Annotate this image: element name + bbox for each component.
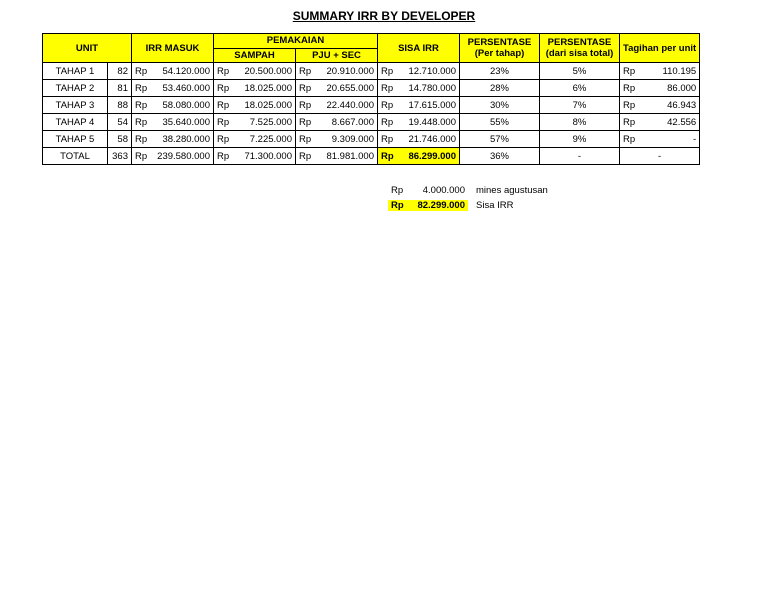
money-cell bbox=[378, 131, 460, 148]
currency-label: Rp bbox=[391, 185, 404, 196]
amount-value: 42.556 bbox=[667, 116, 697, 128]
money-cell bbox=[378, 114, 460, 131]
row-name-cell: TAHAP 4 bbox=[43, 114, 108, 131]
header-persentase-tahap bbox=[460, 34, 540, 63]
unit-count-cell: 82 bbox=[108, 63, 132, 80]
table-row bbox=[43, 80, 700, 97]
row-name-cell: TAHAP 2 bbox=[43, 80, 108, 97]
money-cell bbox=[132, 148, 214, 165]
amount-value: 58.080.000 bbox=[162, 99, 210, 111]
currency-label: Rp bbox=[381, 150, 394, 162]
currency-label: Rp bbox=[135, 116, 148, 128]
money-cell bbox=[214, 63, 296, 80]
note-amount-value: 82.299.000 bbox=[417, 200, 465, 211]
amount-value: - bbox=[693, 133, 697, 145]
total-row bbox=[43, 148, 700, 165]
amount-value: 14.780.000 bbox=[408, 82, 456, 94]
header-pju-sec: PJU + SEC bbox=[296, 48, 378, 63]
amount-value: 18.025.000 bbox=[244, 82, 292, 94]
table-row bbox=[43, 131, 700, 148]
pct-total-cell: - bbox=[540, 148, 620, 165]
amount-value: 71.300.000 bbox=[244, 150, 292, 162]
amount-value: 7.525.000 bbox=[249, 116, 292, 128]
unit-count-cell: 363 bbox=[108, 148, 132, 165]
table-row bbox=[43, 114, 700, 131]
pct-total-cell: 6% bbox=[540, 80, 620, 97]
amount-value: 239.580.000 bbox=[157, 150, 210, 162]
money-cell bbox=[132, 114, 214, 131]
amount-value: 9.309.000 bbox=[331, 133, 374, 145]
currency-label: Rp bbox=[135, 99, 148, 111]
tagihan-cell: - bbox=[620, 148, 700, 165]
money-cell bbox=[132, 63, 214, 80]
table-row bbox=[43, 97, 700, 114]
notes-block bbox=[388, 183, 548, 213]
pct-tahap-cell: 36% bbox=[460, 148, 540, 165]
money-cell bbox=[214, 97, 296, 114]
currency-label: Rp bbox=[217, 116, 230, 128]
row-name-cell: TAHAP 1 bbox=[43, 63, 108, 80]
money-cell bbox=[620, 63, 700, 80]
unit-count-cell: 54 bbox=[108, 114, 132, 131]
money-cell bbox=[214, 131, 296, 148]
amount-value: 46.943 bbox=[667, 99, 697, 111]
currency-label: Rp bbox=[217, 99, 230, 111]
amount-value: 22.440.000 bbox=[326, 99, 374, 111]
row-name-cell: TAHAP 5 bbox=[43, 131, 108, 148]
pct-tahap-cell: 30% bbox=[460, 97, 540, 114]
irr-summary-table bbox=[42, 33, 700, 165]
note-row-sisa-irr bbox=[388, 198, 548, 213]
header-persentase-tahap-label: PERSENTASE bbox=[467, 37, 532, 48]
table-row bbox=[43, 63, 700, 80]
money-cell bbox=[378, 80, 460, 97]
header-persentase-total bbox=[540, 34, 620, 63]
header-persentase-total-label: PERSENTASE bbox=[547, 37, 612, 48]
money-cell bbox=[620, 131, 700, 148]
header-persentase-tahap-sub: (Per tahap) bbox=[474, 48, 525, 59]
unit-count-cell: 58 bbox=[108, 131, 132, 148]
currency-label: Rp bbox=[299, 116, 312, 128]
amount-value: 53.460.000 bbox=[162, 82, 210, 94]
amount-value: 54.120.000 bbox=[162, 65, 210, 77]
note-text: Sisa IRR bbox=[476, 200, 514, 211]
pct-tahap-cell: 28% bbox=[460, 80, 540, 97]
currency-label: Rp bbox=[623, 99, 636, 111]
currency-label: Rp bbox=[299, 65, 312, 77]
money-cell bbox=[620, 114, 700, 131]
money-cell bbox=[296, 80, 378, 97]
money-cell bbox=[132, 80, 214, 97]
amount-value: 20.655.000 bbox=[326, 82, 374, 94]
currency-label: Rp bbox=[381, 82, 394, 94]
currency-label: Rp bbox=[299, 133, 312, 145]
note-amount-highlighted bbox=[388, 200, 468, 211]
amount-value: 12.710.000 bbox=[408, 65, 456, 77]
pct-total-cell: 5% bbox=[540, 63, 620, 80]
currency-label: Rp bbox=[623, 82, 636, 94]
money-cell bbox=[296, 131, 378, 148]
amount-value: 20.910.000 bbox=[326, 65, 374, 77]
amount-value: 86.299.000 bbox=[408, 150, 456, 162]
money-cell bbox=[296, 97, 378, 114]
currency-label: Rp bbox=[381, 65, 394, 77]
amount-value: 86.000 bbox=[667, 82, 697, 94]
currency-label: Rp bbox=[299, 150, 312, 162]
amount-value: 17.615.000 bbox=[408, 99, 456, 111]
sheet-title: SUMMARY IRR BY DEVELOPER bbox=[292, 9, 476, 23]
unit-count-cell: 81 bbox=[108, 80, 132, 97]
money-cell bbox=[296, 148, 378, 165]
amount-value: 35.640.000 bbox=[162, 116, 210, 128]
amount-value: 21.746.000 bbox=[408, 133, 456, 145]
currency-label: Rp bbox=[381, 116, 394, 128]
header-sisa-irr: SISA IRR bbox=[378, 34, 460, 63]
money-cell bbox=[620, 80, 700, 97]
currency-label: Rp bbox=[135, 133, 148, 145]
pct-total-cell: 8% bbox=[540, 114, 620, 131]
money-cell bbox=[296, 114, 378, 131]
currency-label: Rp bbox=[623, 116, 636, 128]
currency-label: Rp bbox=[623, 133, 636, 145]
money-cell bbox=[378, 63, 460, 80]
amount-value: 18.025.000 bbox=[244, 99, 292, 111]
note-amount-value: 4.000.000 bbox=[422, 185, 465, 196]
money-cell bbox=[378, 148, 460, 165]
currency-label: Rp bbox=[623, 65, 636, 77]
currency-label: Rp bbox=[391, 200, 404, 211]
amount-value: 20.500.000 bbox=[244, 65, 292, 77]
note-text: mines agustusan bbox=[476, 185, 548, 196]
currency-label: Rp bbox=[135, 150, 148, 162]
amount-value: 81.981.000 bbox=[326, 150, 374, 162]
header-pemakaian: PEMAKAIAN bbox=[214, 34, 378, 49]
row-name-cell: TOTAL bbox=[43, 148, 108, 165]
currency-label: Rp bbox=[381, 99, 394, 111]
money-cell bbox=[214, 80, 296, 97]
amount-value: 38.280.000 bbox=[162, 133, 210, 145]
pct-total-cell: 9% bbox=[540, 131, 620, 148]
currency-label: Rp bbox=[299, 99, 312, 111]
money-cell bbox=[214, 148, 296, 165]
currency-label: Rp bbox=[135, 82, 148, 94]
amount-value: 8.667.000 bbox=[331, 116, 374, 128]
row-name-cell: TAHAP 3 bbox=[43, 97, 108, 114]
currency-label: Rp bbox=[217, 150, 230, 162]
header-sampah: SAMPAH bbox=[214, 48, 296, 63]
pct-tahap-cell: 57% bbox=[460, 131, 540, 148]
note-amount bbox=[388, 185, 468, 196]
money-cell bbox=[620, 97, 700, 114]
header-unit: UNIT bbox=[43, 34, 132, 63]
unit-count-cell: 88 bbox=[108, 97, 132, 114]
amount-value: 19.448.000 bbox=[408, 116, 456, 128]
money-cell bbox=[214, 114, 296, 131]
amount-value: 110.195 bbox=[662, 65, 697, 77]
amount-value: 7.225.000 bbox=[249, 133, 292, 145]
currency-label: Rp bbox=[217, 133, 230, 145]
currency-label: Rp bbox=[217, 65, 230, 77]
money-cell bbox=[132, 131, 214, 148]
money-cell bbox=[378, 97, 460, 114]
header-persentase-total-sub: (dari sisa total) bbox=[545, 48, 614, 59]
currency-label: Rp bbox=[299, 82, 312, 94]
header-irr-masuk: IRR MASUK bbox=[132, 34, 214, 63]
header-tagihan: Tagihan per unit bbox=[620, 34, 700, 63]
pct-tahap-cell: 23% bbox=[460, 63, 540, 80]
money-cell bbox=[296, 63, 378, 80]
currency-label: Rp bbox=[217, 82, 230, 94]
currency-label: Rp bbox=[381, 133, 394, 145]
pct-total-cell: 7% bbox=[540, 97, 620, 114]
note-row-agustusan bbox=[388, 183, 548, 198]
money-cell bbox=[132, 97, 214, 114]
currency-label: Rp bbox=[135, 65, 148, 77]
pct-tahap-cell: 55% bbox=[460, 114, 540, 131]
